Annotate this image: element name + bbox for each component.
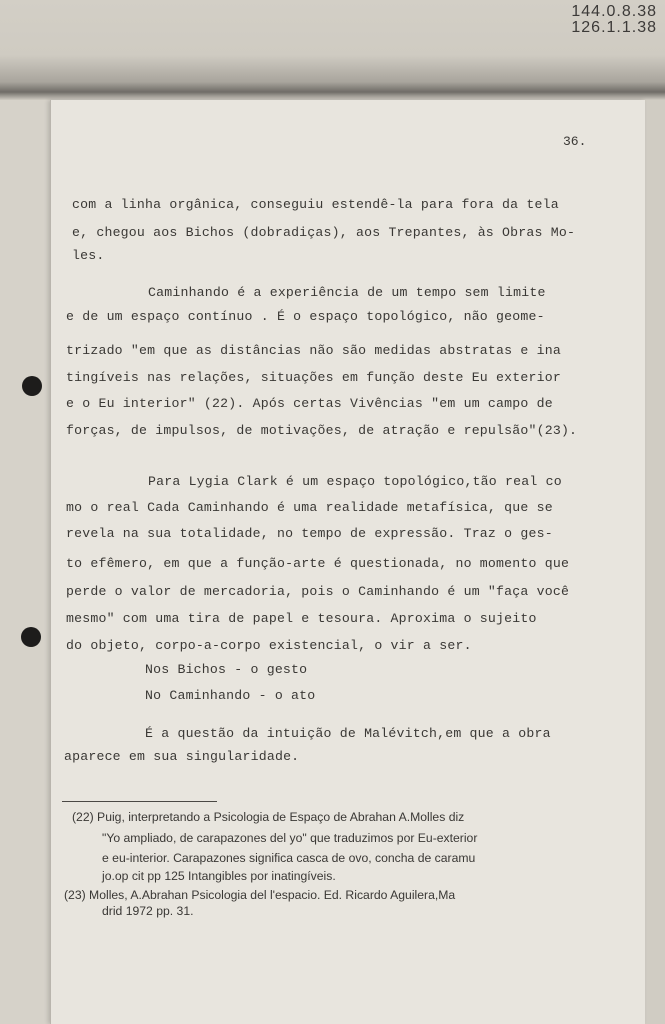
body-line: aparece em sua singularidade.	[64, 749, 300, 764]
archive-reference-1: 144.0.8.38	[571, 3, 657, 20]
page-number: 36.	[563, 134, 587, 149]
footnote-line: jo.op cit pp 125 Intangibles por inatingíveis.	[102, 869, 336, 883]
footnote-separator	[62, 801, 217, 802]
body-line: mo o real Cada Caminhando é uma realidade metafísica, que se	[66, 500, 553, 515]
body-line: forças, de impulsos, de motivações, de atração e repulsão"(23).	[66, 423, 578, 438]
body-line: do objeto, corpo-a-corpo existencial, o vir a ser.	[66, 638, 472, 653]
binder-strip	[0, 100, 50, 1024]
body-line: revela na sua totalidade, no tempo de expressão. Traz o ges-	[66, 526, 553, 541]
body-line: Para Lygia Clark é um espaço topológico,tão real co	[148, 474, 562, 489]
body-line: e, chegou aos Bichos (dobradiças), aos Trepantes, às Obras Mo-	[72, 225, 576, 240]
body-line: Caminhando é a experiência de um tempo sem limite	[148, 285, 546, 300]
footnote-line: drid 1972 pp. 31.	[102, 904, 194, 918]
body-line: trizado "em que as distâncias não são medidas abstratas e ina	[66, 343, 561, 358]
scanner-top-edge	[0, 0, 665, 100]
footnote-line: (22) Puig, interpretando a Psicologia de Espaço de Abrahan A.Molles diz	[72, 810, 465, 824]
body-line: No Caminhando - o ato	[145, 688, 316, 703]
body-line: to efêmero, em que a função-arte é questionada, no momento que	[66, 556, 570, 571]
body-line: e de um espaço contínuo . É o espaço topológico, não geome-	[66, 309, 545, 324]
body-line: e o Eu interior" (22). Após certas Vivências "em um campo de	[66, 396, 553, 411]
archive-reference-2: 126.1.1.38	[571, 19, 657, 36]
footnote-line: "Yo ampliado, de carapazones del yo" que traduzimos por Eu-exterior	[102, 831, 478, 845]
body-line: les.	[72, 248, 105, 263]
body-line: É a questão da intuição de Malévitch,em que a obra	[145, 726, 551, 741]
body-line: mesmo" com uma tira de papel e tesoura. Aproxima o sujeito	[66, 611, 537, 626]
punch-hole-bottom	[21, 627, 41, 647]
body-line: Nos Bichos - o gesto	[145, 662, 308, 677]
footnote-line: (23) Molles, A.Abrahan Psicologia del l'espacio. Ed. Ricardo Aguilera,Ma	[64, 888, 456, 902]
punch-hole-top	[22, 376, 42, 396]
archive-reference	[571, 4, 657, 36]
right-edge-strip	[644, 100, 665, 1024]
body-line: perde o valor de mercadoria, pois o Caminhando é um "faça você	[66, 584, 570, 599]
body-line: tingíveis nas relações, situações em função deste Eu exterior	[66, 370, 561, 385]
body-line: com a linha orgânica, conseguiu estendê-la para fora da tela	[72, 197, 559, 212]
footnote-line: e eu-interior. Carapazones significa casca de ovo, concha de caramu	[102, 851, 476, 865]
